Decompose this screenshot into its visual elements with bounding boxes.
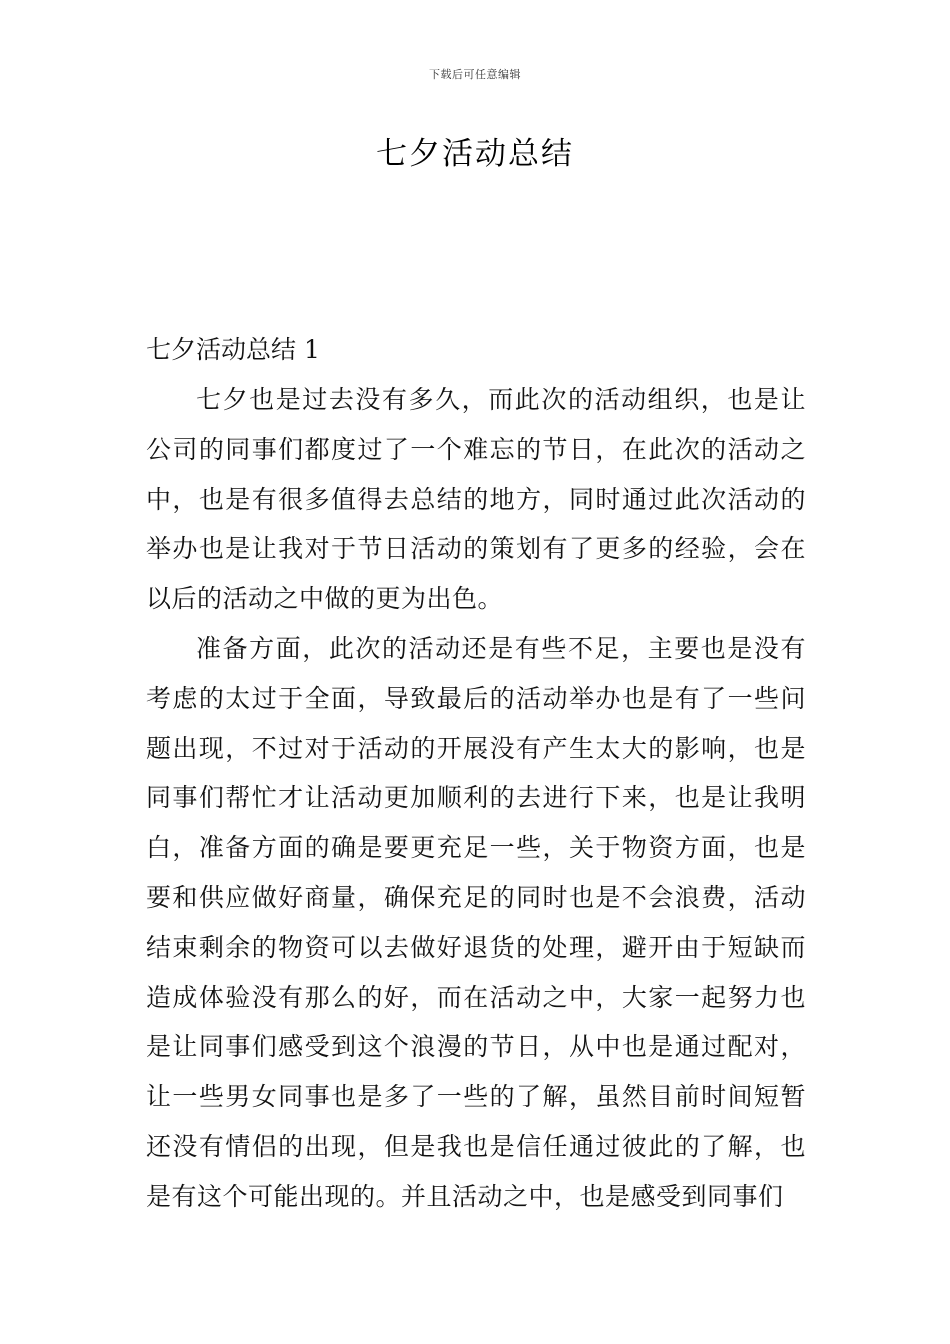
section-heading: 七夕活动总结 1 <box>146 335 320 364</box>
header-note: 下载后可任意编辑 <box>429 68 521 81</box>
document-title: 七夕活动总结 <box>376 136 574 172</box>
document-body <box>146 325 806 1222</box>
paragraph-1: 七夕也是过去没有多久，而此次的活动组织，也是让公司的同事们都度过了一个难忘的节日，在此次的活动之中，也是有很多值得去总结的地方，同时通过此次活动的举办也是让我对于节日活动的策划有了更多的经验，会在以后的活动之中做的更为出色。 <box>146 385 806 614</box>
paragraph-2: 准备方面，此次的活动还是有些不足，主要也是没有考虑的太过于全面，导致最后的活动举办也是有了一些问题出现，不过对于活动的开展没有产生太大的影响，也是同事们帮忙才让活动更加顺利的去进行下来，也是让我明白，准备方面的确是要更充足一些，关于物资方面，也是要和供应做好商量，确保充足的同时也是不会浪费，活动结束剩余的物资可以去做好退货的处理，避开由于短缺而造成体验没有那么的好，而在活动之中，大家一起努力也是让同事们感受到这个浪漫的节日，从中也是通过配对，让一些男女同事也是多了一些的了解，虽然目前时间短暂还没有情侣的出现，但是我也是信任通过彼此的了解，也是有这个可能出现的。并且活动之中，也是感受到同事们 <box>146 633 806 1211</box>
